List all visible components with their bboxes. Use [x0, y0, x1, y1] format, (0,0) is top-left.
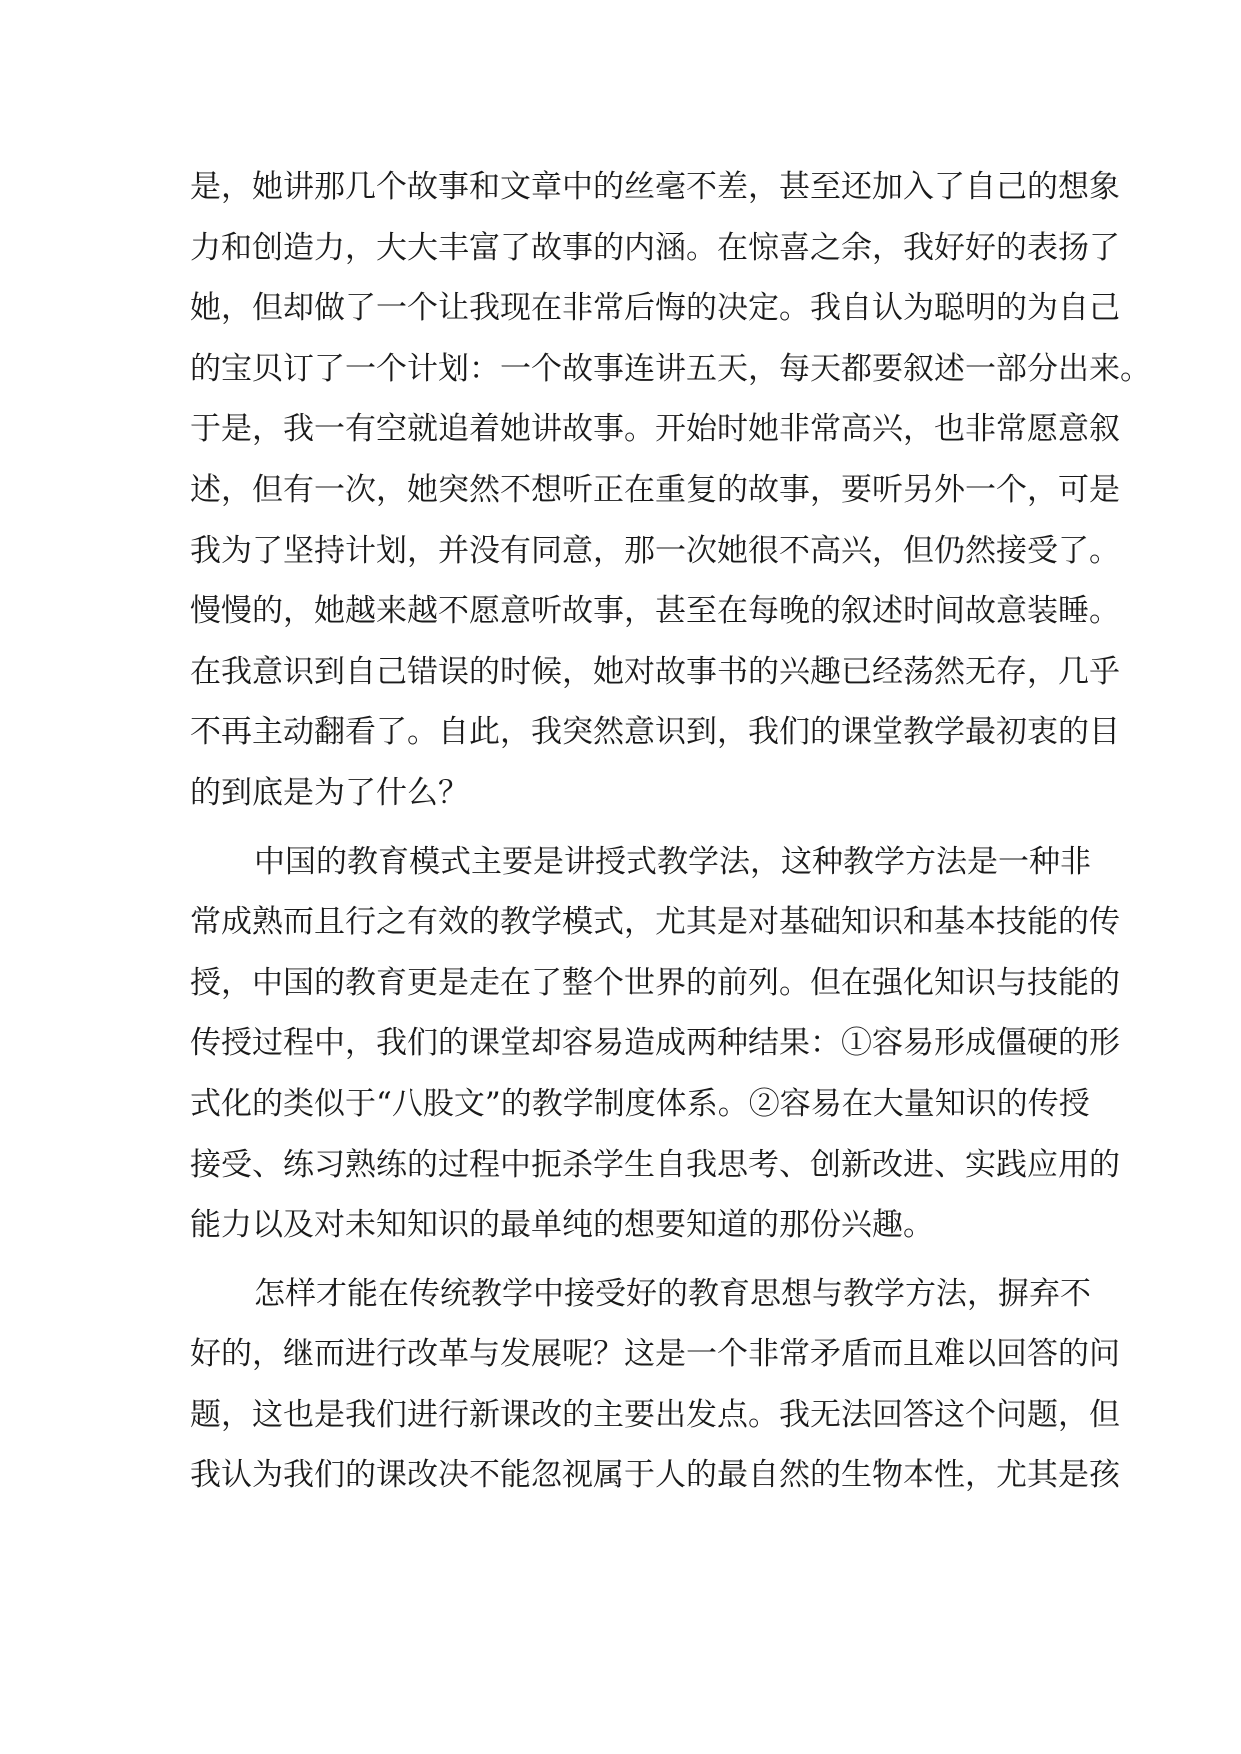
text-line: 述，但有一次，她突然不想听正在重复的故事，要听另外一个，可是 [190, 471, 1120, 508]
text-line: 接受、练习熟练的过程中扼杀学生自我思考、创新改进、实践应用的 [190, 1146, 1120, 1183]
text-line: 她，但却做了一个让我现在非常后悔的决定。我自认为聪明的为自己 [190, 290, 1120, 327]
text-line: 授，中国的教育更是走在了整个世界的前列。但在强化知识与技能的 [190, 964, 1120, 1001]
text-line: 中国的教育模式主要是讲授式教学法，这种教学方法是一种非 [254, 843, 1091, 880]
text-line: 传授过程中，我们的课堂却容易造成两种结果：①容易形成僵硬的形 [190, 1025, 1120, 1062]
body-text [190, 157, 1151, 1506]
paragraph-spacing [190, 824, 1056, 832]
paragraph-2 [190, 832, 1120, 1256]
text-line: 能力以及对未知知识的最单纯的想要知道的那份兴趣。 [190, 1207, 934, 1244]
text-line: 题，这也是我们进行新课改的主要出发点。我无法回答这个问题，但 [190, 1396, 1120, 1433]
text-line: 常成熟而且行之有效的教学模式，尤其是对基础知识和基本技能的传 [190, 904, 1120, 941]
text-line: 慢慢的，她越来越不愿意听故事，甚至在每晚的叙述时间故意装睡。 [190, 593, 1120, 630]
text-line: 我认为我们的课改决不能忽视属于人的最自然的生物本性，尤其是孩 [190, 1457, 1120, 1494]
paragraph-1 [190, 157, 1151, 824]
text-line: 在我意识到自己错误的时候，她对故事书的兴趣已经荡然无存，几乎 [190, 653, 1120, 690]
text-line: 力和创造力，大大丰富了故事的内涵。在惊喜之余，我好好的表扬了 [190, 229, 1120, 266]
text-line: 怎样才能在传统教学中接受好的教育思想与教学方法，摒弃不 [254, 1275, 1091, 1312]
text-line: 我为了坚持计划，并没有同意，那一次她很不高兴，但仍然接受了。 [190, 532, 1120, 569]
text-line: 的宝贝订了一个计划：一个故事连讲五天，每天都要叙述一部分出来。 [190, 350, 1151, 387]
text-line: 的到底是为了什么？ [190, 774, 469, 811]
text-line: 式化的类似于“八股文”的教学制度体系。②容易在大量知识的传授 [190, 1085, 1090, 1122]
text-line: 是，她讲那几个故事和文章中的丝毫不差，甚至还加入了自己的想象 [190, 169, 1120, 205]
text-line: 好的，继而进行改革与发展呢？这是一个非常矛盾而且难以回答的问 [190, 1336, 1120, 1373]
paragraph-spacing [190, 1256, 1056, 1264]
text-line: 不再主动翻看了。自此，我突然意识到，我们的课堂教学最初衷的目 [190, 714, 1120, 751]
text-line: 于是，我一有空就追着她讲故事。开始时她非常高兴，也非常愿意叙 [190, 411, 1120, 448]
paragraph-3 [190, 1264, 1120, 1506]
